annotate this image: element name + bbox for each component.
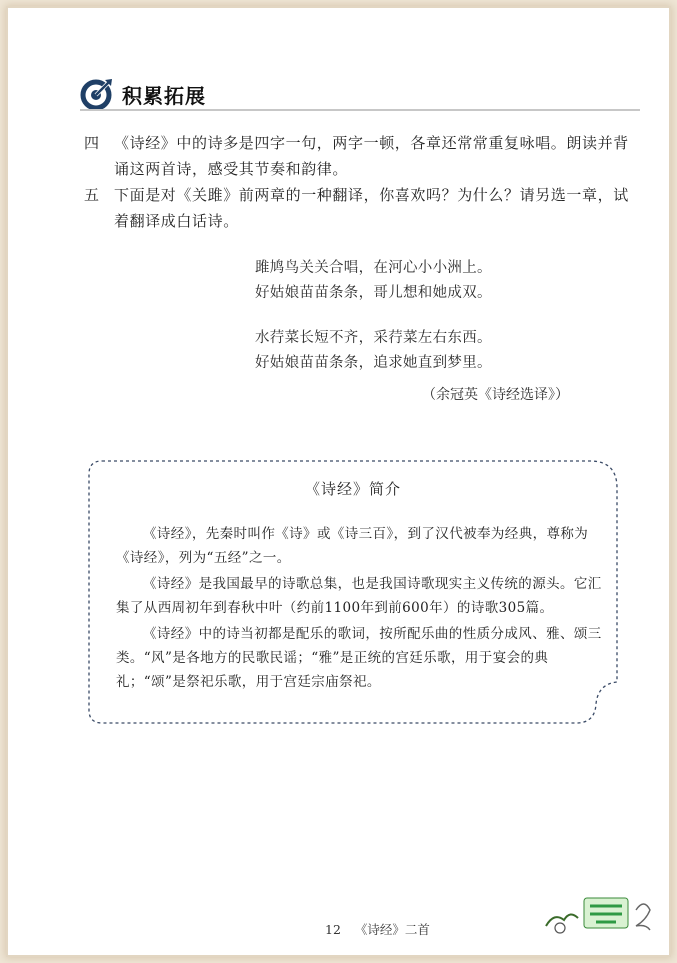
question-text: 下面是对《关雎》前两章的一种翻译，你喜欢吗？为什么？请另选一章，试着翻译成白话诗。: [114, 186, 629, 230]
intro-paragraph: 《诗经》中的诗当初都是配乐的歌词，按所配乐曲的性质分成风、雅、颂三类。“风”是各地方的民歌民谣；“雅”是正统的宫廷乐歌，用于宴会的典礼；“颂”是祭祀乐歌，用于宫廷宗庙祭祀。: [116, 626, 602, 690]
question-number: 五: [84, 186, 100, 204]
poem-line: 好姑娘苗苗条条，追求她直到梦里。: [255, 355, 492, 371]
poem-line: 水荇菜长短不齐，采荇菜左右东西。: [255, 330, 492, 346]
page-number: 12: [325, 922, 341, 937]
section-header: [80, 75, 677, 115]
target-arrow-icon: [80, 77, 114, 111]
question-text: 《诗经》中的诗多是四字一句，两字一顿，各章还常常重复咏唱。朗读并背诵这两首诗，感受其节奏和韵律。: [114, 134, 629, 178]
header-divider: [80, 109, 640, 111]
intro-box: [88, 460, 618, 724]
poem-line: 好姑娘苗苗条条，哥儿想和她成双。: [255, 285, 492, 301]
footer-title: 《诗经》二首: [354, 922, 430, 937]
decorative-stamp-icon: [540, 892, 662, 936]
poem-stanza-2: [255, 326, 492, 376]
question-number: 四: [84, 134, 100, 152]
page-footer: [325, 920, 430, 938]
section-title: 积累拓展: [122, 84, 206, 108]
poem-stanza-1: [255, 256, 492, 306]
intro-paragraph: 《诗经》，先秦时叫作《诗》或《诗三百》，到了汉代被奉为经典，尊称为《诗经》，列为“五经”之一。: [116, 526, 589, 566]
poem-line: 雎鸠鸟关关合唱，在河心小小洲上。: [255, 260, 492, 276]
intro-paragraph: 《诗经》是我国最早的诗歌总集，也是我国诗歌现实主义传统的源头。它汇集了从西周初年到春秋中叶（约前1100年到前600年）的诗歌305篇。: [116, 576, 602, 616]
poem-source: （余冠英《诗经选译》）: [422, 387, 569, 403]
intro-title: 《诗经》简介: [304, 480, 401, 498]
